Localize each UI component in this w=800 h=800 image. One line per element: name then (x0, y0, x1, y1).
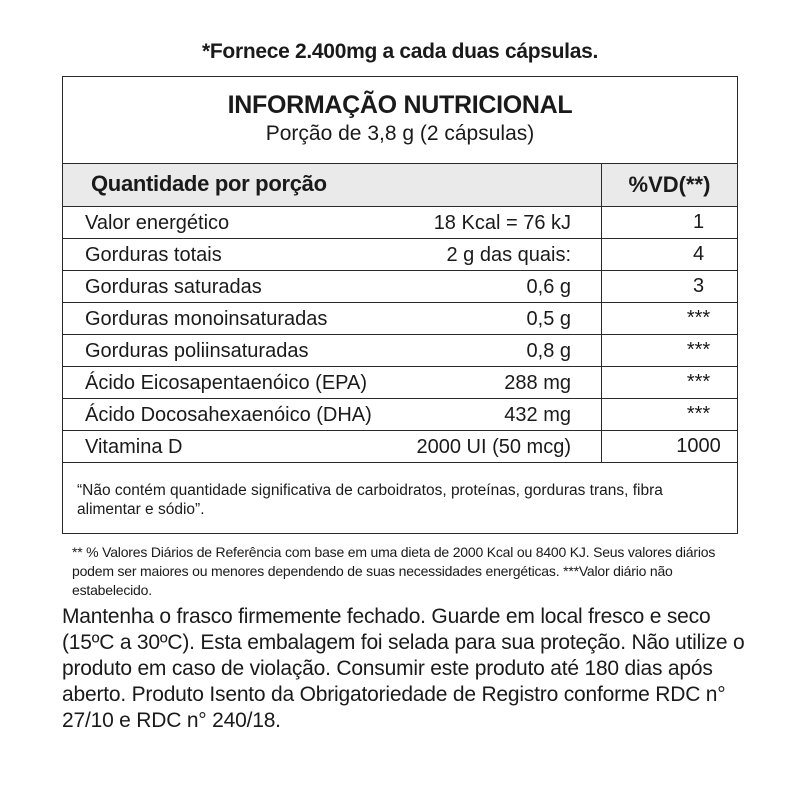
header-daily-value: %VD(**) (601, 164, 737, 206)
row-amount: 432 mg (504, 404, 571, 426)
row-label: Gorduras saturadas (85, 276, 262, 298)
row-label: Gorduras totais (85, 244, 222, 266)
row-daily-value-text: 1 (692, 211, 705, 233)
row-daily-value (601, 335, 737, 366)
table-title: INFORMAÇÃO NUTRICIONAL (227, 91, 573, 119)
row-label: Gorduras monoinsaturadas (85, 308, 328, 330)
nutrition-table (62, 76, 738, 534)
row-daily-value (601, 239, 737, 270)
table-footnote: “Não contém quantidade significativa de carboidratos, proteínas, gorduras trans, fibra alimentar e sódio”. (77, 482, 663, 518)
row-label: Valor energético (85, 212, 230, 234)
row-daily-value-text: *** (686, 371, 711, 393)
row-label: Ácido Eicosapentaenóico (EPA) (85, 372, 368, 394)
table-rows (63, 207, 737, 463)
reference-note: ** % Valores Diários de Referência com base em uma dieta de 2000 Kcal ou 8400 KJ. Seus valores diários podem ser maiores ou menores dependendo de suas necessidades energéticas. ***Valor diário não estabelecido. (72, 544, 716, 598)
serving-size: Porção de 3,8 g (2 cápsulas) (265, 122, 535, 145)
table-row (63, 335, 737, 367)
row-daily-value-text: *** (686, 403, 711, 425)
row-daily-value (601, 303, 737, 334)
row-daily-value-text: 3 (692, 275, 705, 297)
table-row (63, 207, 737, 239)
row-daily-value (601, 399, 737, 430)
table-row (63, 239, 737, 271)
row-daily-value-text: *** (686, 339, 711, 361)
row-label: Ácido Docosahexaenóico (DHA) (85, 404, 372, 426)
table-row (63, 431, 737, 463)
row-daily-value (601, 431, 737, 462)
row-daily-value-text: 4 (692, 243, 705, 265)
row-label: Vitamina D (85, 436, 183, 458)
row-amount: 288 mg (504, 372, 571, 394)
row-amount: 0,5 g (526, 308, 571, 330)
row-daily-value (601, 207, 737, 238)
storage-instructions: Mantenha o frasco firmemente fechado. Guarde em local fresco e seco (15ºC a 30ºC). Esta embalagem foi selada para sua proteção. Não utilize o produto em caso de violação. Consumir este produto até 180 dias após aberto. Produto Isento da Obrigatoriedade de Registro conforme RDC n° 27/10 e RDC n° 240/18. (62, 605, 745, 732)
row-amount: 0,6 g (526, 276, 571, 298)
row-label: Gorduras poliinsaturadas (85, 340, 309, 362)
row-daily-value (601, 271, 737, 302)
header-quantity: Quantidade por porção (91, 171, 327, 196)
table-row (63, 303, 737, 335)
table-title-area (63, 77, 737, 163)
row-daily-value-text: *** (686, 307, 711, 329)
table-row (63, 399, 737, 431)
row-amount: 0,8 g (526, 340, 571, 362)
row-amount: 18 Kcal = 76 kJ (433, 212, 571, 234)
table-row (63, 367, 737, 399)
table-header-row (63, 163, 737, 207)
row-daily-value-text: 1000 (676, 435, 721, 457)
row-amount: 2000 UI (50 mcg) (416, 436, 571, 458)
top-note: *Fornece 2.400mg a cada duas cápsulas. (202, 40, 598, 63)
row-amount: 2 g das quais: (446, 244, 571, 266)
row-daily-value (601, 367, 737, 398)
table-row (63, 271, 737, 303)
